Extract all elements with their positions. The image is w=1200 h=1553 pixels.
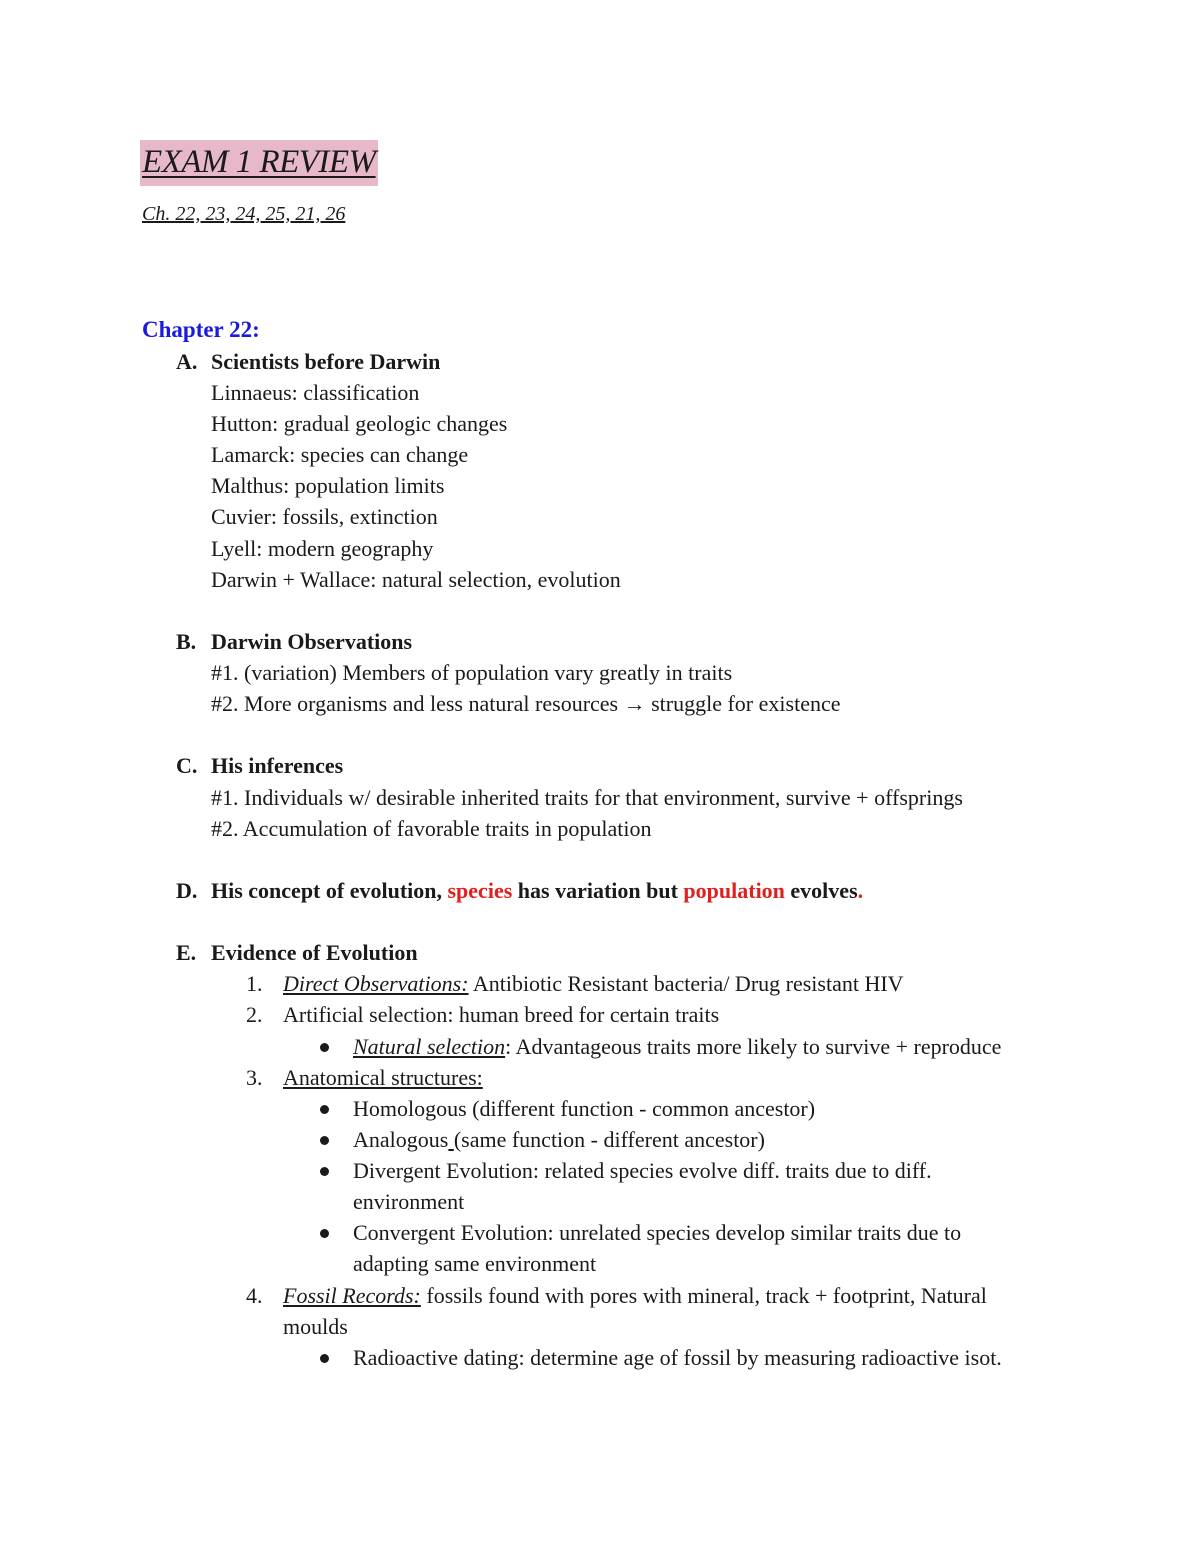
section-a-line: Lyell: modern geography <box>211 536 434 561</box>
list-number: 1. <box>246 971 263 996</box>
section-c-line: #1. Individuals w/ desirable inherited traits for that environment, survive + offsprings <box>211 785 963 810</box>
bullet-icon <box>320 1229 329 1238</box>
section-e-heading: Evidence of Evolution <box>211 940 418 965</box>
section-b-line: #2. More organisms and less natural resources → struggle for existence <box>211 691 841 716</box>
section-a-line: Hutton: gradual geologic changes <box>211 411 508 436</box>
section-c-marker: C. <box>176 753 198 778</box>
evidence-label: Fossil Records: <box>283 1283 421 1308</box>
bullet-item-continuation: environment <box>353 1189 465 1214</box>
bullet-item: Homologous (different function - common ancestor) <box>353 1096 816 1121</box>
section-b-marker: B. <box>176 629 197 654</box>
bullet-item <box>353 1033 1001 1061</box>
section-c-heading: His inferences <box>211 753 344 778</box>
section-d-text: evolves <box>784 878 858 903</box>
section-e-marker: E. <box>176 940 197 965</box>
chapters-subtitle: Ch. 22, 23, 24, 25, 21, 26 <box>142 203 346 225</box>
section-a-line: Lamarck: species can change <box>211 442 469 467</box>
bullet-text: : Advantageous traits more likely to survive + reproduce <box>505 1034 1002 1059</box>
list-number: 4. <box>246 1283 263 1308</box>
evidence-item <box>283 970 904 998</box>
section-d-text: has variation but <box>512 878 684 903</box>
list-number: 3. <box>246 1065 263 1090</box>
section-d-period: . <box>857 878 864 903</box>
section-a-line: Cuvier: fossils, extinction <box>211 504 438 529</box>
bullet-item: Radioactive dating: determine age of fossil by measuring radioactive isot. <box>353 1345 1002 1370</box>
chapter-heading: Chapter 22: <box>142 317 260 342</box>
species-highlight: species <box>447 878 513 903</box>
bullet-text: (same function - different ancestor) <box>453 1127 765 1152</box>
section-a-line: Darwin + Wallace: natural selection, evolution <box>211 567 621 592</box>
evidence-label: Anatomical structures: <box>283 1065 483 1090</box>
section-d-statement <box>211 877 863 905</box>
bullet-icon <box>320 1043 329 1052</box>
section-a-marker: A. <box>176 349 198 374</box>
bullet-icon <box>320 1167 329 1176</box>
population-highlight: population <box>683 878 785 903</box>
evidence-item: Artificial selection: human breed for certain traits <box>283 1002 720 1027</box>
section-d-marker: D. <box>176 878 198 903</box>
list-number: 2. <box>246 1002 263 1027</box>
evidence-label: Direct Observations: <box>283 971 469 996</box>
bullet-label: Natural selection <box>353 1034 506 1059</box>
section-d-text: His concept of evolution, <box>211 878 448 903</box>
bullet-item: Divergent Evolution: related species evolve diff. traits due to diff. <box>353 1158 932 1183</box>
evidence-text: fossils found with pores with mineral, track + footprint, Natural <box>420 1283 987 1308</box>
bullet-icon <box>320 1354 329 1363</box>
section-c-line: #2. Accumulation of favorable traits in population <box>211 816 652 841</box>
bullet-text: Analogous <box>353 1127 449 1152</box>
section-a-line: Malthus: population limits <box>211 473 445 498</box>
bullet-icon <box>320 1105 329 1114</box>
bullet-item-continuation: adapting same environment <box>353 1251 597 1276</box>
bullet-item <box>353 1126 765 1154</box>
bullet-item: Convergent Evolution: unrelated species develop similar traits due to <box>353 1220 962 1245</box>
evidence-text: Antibiotic Resistant bacteria/ Drug resistant HIV <box>468 971 904 996</box>
section-a-line: Linnaeus: classification <box>211 380 420 405</box>
evidence-item <box>283 1282 987 1310</box>
section-b-line: #1. (variation) Members of population vary greatly in traits <box>211 660 733 685</box>
bullet-icon <box>320 1136 329 1145</box>
evidence-item-continuation: moulds <box>283 1314 348 1339</box>
section-b-heading: Darwin Observations <box>211 629 413 654</box>
page-title: EXAM 1 REVIEW <box>140 140 378 186</box>
section-a-heading: Scientists before Darwin <box>211 349 441 374</box>
